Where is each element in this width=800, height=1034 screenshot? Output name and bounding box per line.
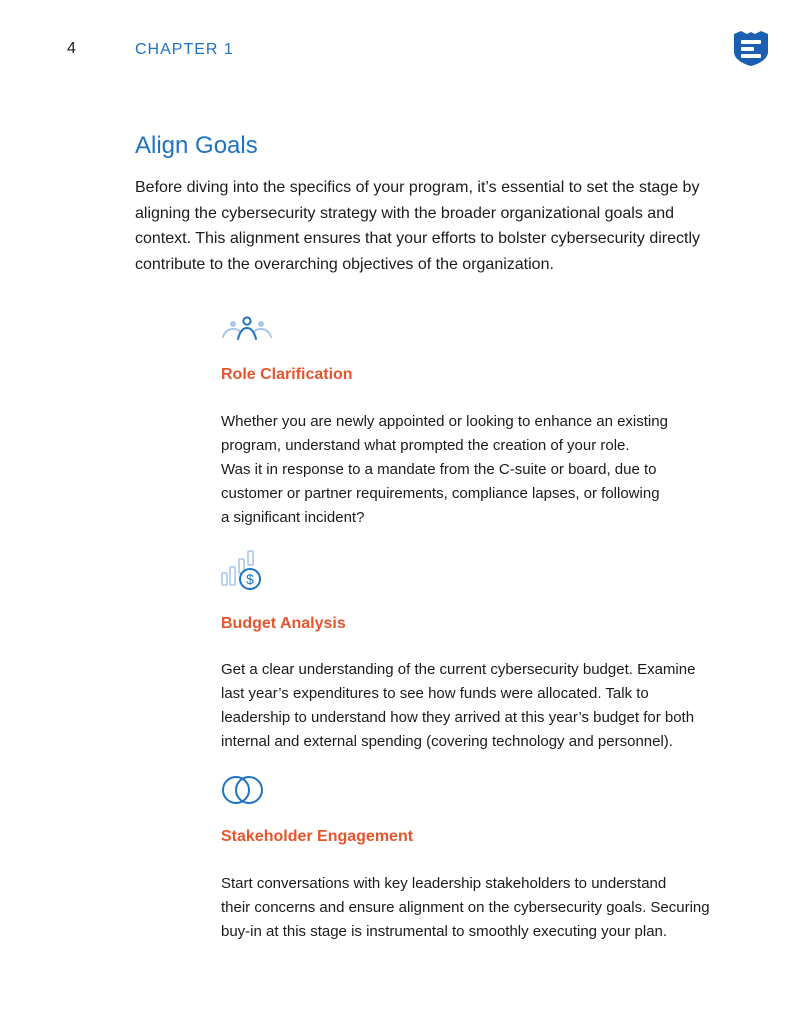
people-icon [221, 315, 273, 341]
stakeholder-engagement-text: Start conversations with key leadership stakeholders to understand their concerns and ensure alignment on the cybersecurity goals. Securing buy-in at this stage is instrumental to smoothly executing your plan. [221, 875, 710, 940]
svg-text:$: $ [246, 571, 254, 587]
interlocking-circles-icon [221, 774, 265, 806]
role-clarification-text: Whether you are newly appointed or looking to enhance an existing program, understand what prompted the creation of your role. Was it in response to a mandate from the C-suite or board, due to customer or partner requirements, compliance lapses, or following a significant incident? [221, 413, 668, 526]
section-title: Align Goals [135, 132, 258, 159]
page-number: 4 [67, 40, 76, 57]
intro-paragraph: Before diving into the specifics of your program, it’s essential to set the stage by aligning the cybersecurity strategy with the broader organizational goals and context. This alignment ensures that your efforts to bolster cybersecurity directly contribute to the overarching objectives of the organization. [135, 179, 700, 274]
budget-analysis-title: Budget Analysis [221, 615, 346, 632]
budget-analysis-text: Get a clear understanding of the current cybersecurity budget. Examine last year’s expenditures to see how funds were allocated. Talk to leadership to understand how they arrived at this year’s budget for both internal and external spending (covering technology and personnel). [221, 661, 696, 750]
budget-chart-icon [221, 549, 263, 591]
shield-logo-icon [732, 30, 770, 66]
role-clarification-title: Role Clarification [221, 366, 353, 383]
chapter-label: CHAPTER 1 [135, 41, 234, 58]
stakeholder-engagement-title: Stakeholder Engagement [221, 828, 414, 845]
